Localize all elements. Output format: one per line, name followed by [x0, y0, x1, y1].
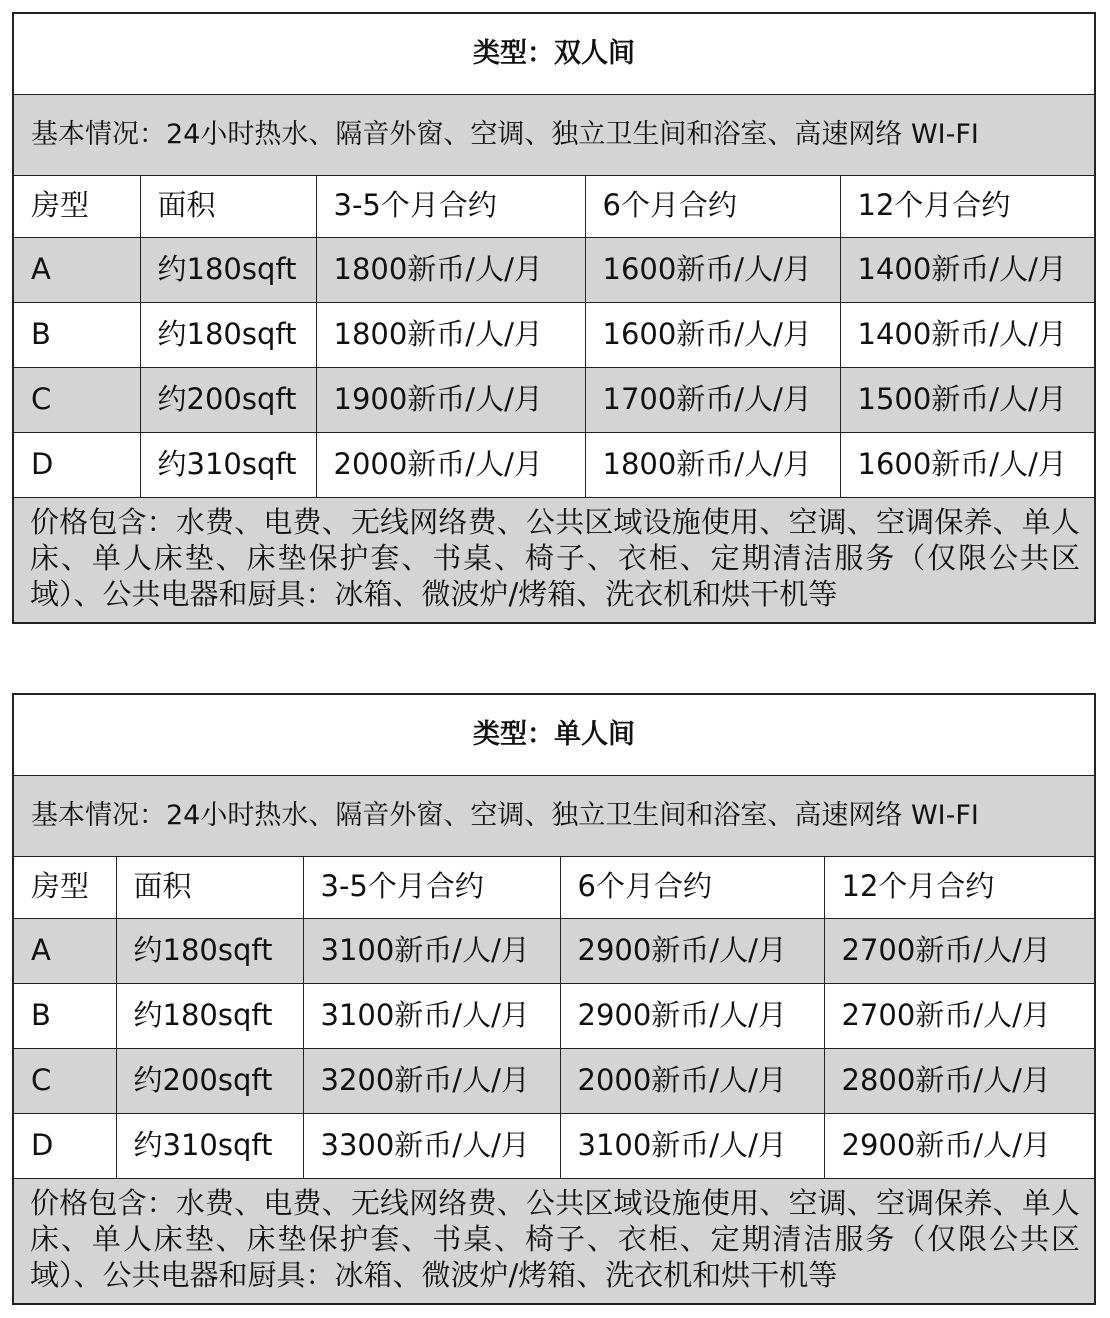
single-room-price-table — [12, 693, 1096, 1305]
header-3-5-month: 3-5个月合约 — [303, 856, 560, 918]
table-row — [13, 983, 1095, 1048]
price-6-month-cell: 1600新币/人/月 — [585, 237, 840, 302]
room-type-cell: A — [13, 918, 116, 983]
table-row — [13, 302, 1095, 367]
price-includes-note: 价格包含：水费、电费、无线网络费、公共区域设施使用、空调、空调保养、单人床、单人床垫、床垫保护套、书桌、椅子、衣柜、定期清洁服务（仅限公共区域）、公共电器和厨具：冰箱、微波炉/烤箱、洗衣机和烘干机等 — [13, 497, 1095, 623]
double-room-price-table — [12, 12, 1096, 624]
price-6-month-cell: 1800新币/人/月 — [585, 432, 840, 497]
price-12-month-cell: 2700新币/人/月 — [824, 983, 1095, 1048]
price-6-month-cell: 1600新币/人/月 — [585, 302, 840, 367]
area-cell: 约180sqft — [140, 302, 316, 367]
header-area: 面积 — [116, 856, 303, 918]
header-room-type: 房型 — [13, 175, 140, 237]
table-row — [13, 367, 1095, 432]
table-row — [13, 1113, 1095, 1178]
table-row — [13, 432, 1095, 497]
price-3-5-month-cell: 1900新币/人/月 — [316, 367, 585, 432]
room-type-cell: C — [13, 1048, 116, 1113]
room-type-cell: D — [13, 1113, 116, 1178]
price-12-month-cell: 1400新币/人/月 — [840, 302, 1095, 367]
price-3-5-month-cell: 1800新币/人/月 — [316, 237, 585, 302]
basic-info: 基本情况：24小时热水、隔音外窗、空调、独立卫生间和浴室、高速网络 WI-FI — [13, 775, 1095, 856]
table-title: 类型：单人间 — [13, 694, 1095, 775]
room-type-cell: B — [13, 983, 116, 1048]
header-area: 面积 — [140, 175, 316, 237]
price-6-month-cell: 2000新币/人/月 — [560, 1048, 824, 1113]
table-row — [13, 237, 1095, 302]
room-type-cell: B — [13, 302, 140, 367]
header-12-month: 12个月合约 — [824, 856, 1095, 918]
header-6-month: 6个月合约 — [585, 175, 840, 237]
price-12-month-cell: 2800新币/人/月 — [824, 1048, 1095, 1113]
basic-info: 基本情况：24小时热水、隔音外窗、空调、独立卫生间和浴室、高速网络 WI-FI — [13, 94, 1095, 175]
price-3-5-month-cell: 3100新币/人/月 — [303, 983, 560, 1048]
table-row — [13, 918, 1095, 983]
price-12-month-cell: 2900新币/人/月 — [824, 1113, 1095, 1178]
price-3-5-month-cell: 3100新币/人/月 — [303, 918, 560, 983]
price-includes-note: 价格包含：水费、电费、无线网络费、公共区域设施使用、空调、空调保养、单人床、单人床垫、床垫保护套、书桌、椅子、衣柜、定期清洁服务（仅限公共区域）、公共电器和厨具：冰箱、微波炉/烤箱、洗衣机和烘干机等 — [13, 1178, 1095, 1304]
table-row — [13, 1048, 1095, 1113]
header-12-month: 12个月合约 — [840, 175, 1095, 237]
area-cell: 约180sqft — [116, 918, 303, 983]
header-room-type: 房型 — [13, 856, 116, 918]
price-12-month-cell: 1600新币/人/月 — [840, 432, 1095, 497]
price-6-month-cell: 1700新币/人/月 — [585, 367, 840, 432]
area-cell: 约200sqft — [140, 367, 316, 432]
area-cell: 约310sqft — [116, 1113, 303, 1178]
area-cell: 约180sqft — [140, 237, 316, 302]
price-6-month-cell: 2900新币/人/月 — [560, 983, 824, 1048]
price-12-month-cell: 1400新币/人/月 — [840, 237, 1095, 302]
price-6-month-cell: 3100新币/人/月 — [560, 1113, 824, 1178]
area-cell: 约200sqft — [116, 1048, 303, 1113]
room-type-cell: D — [13, 432, 140, 497]
header-6-month: 6个月合约 — [560, 856, 824, 918]
price-12-month-cell: 2700新币/人/月 — [824, 918, 1095, 983]
area-cell: 约180sqft — [116, 983, 303, 1048]
table-title: 类型：双人间 — [13, 13, 1095, 94]
room-type-cell: C — [13, 367, 140, 432]
room-type-cell: A — [13, 237, 140, 302]
area-cell: 约310sqft — [140, 432, 316, 497]
price-3-5-month-cell: 2000新币/人/月 — [316, 432, 585, 497]
price-12-month-cell: 1500新币/人/月 — [840, 367, 1095, 432]
price-6-month-cell: 2900新币/人/月 — [560, 918, 824, 983]
price-3-5-month-cell: 3300新币/人/月 — [303, 1113, 560, 1178]
price-3-5-month-cell: 3200新币/人/月 — [303, 1048, 560, 1113]
header-3-5-month: 3-5个月合约 — [316, 175, 585, 237]
price-3-5-month-cell: 1800新币/人/月 — [316, 302, 585, 367]
